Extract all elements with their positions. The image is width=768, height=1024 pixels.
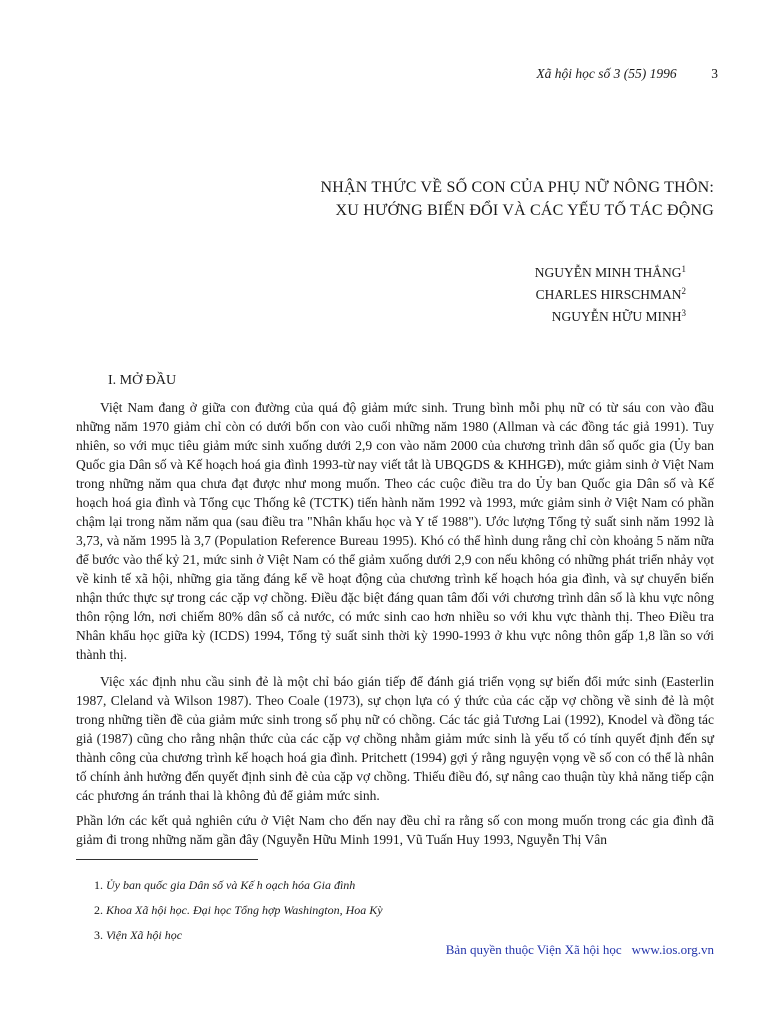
footnote-2: 2. Khoa Xã hội học. Đại học Tổng hợp Washington, Hoa Kỳ [94, 903, 383, 917]
copyright-text: Bản quyền thuộc Viện Xã hội học [445, 942, 622, 957]
title-line-1: NHẬN THỨC VỀ SỐ CON CỦA PHỤ NỮ NÔNG THÔN: [320, 179, 714, 196]
footnote-1: 1. Ủy ban quốc gia Dân số và Kế h oạch hóa Gia đình [94, 878, 356, 892]
author-list [380, 262, 686, 328]
paragraph-2: Việc xác định nhu cầu sinh đẻ là một chỉ báo gián tiếp để đánh giá triển vọng sự biến đổi mức sinh (Easterlin 1987, Cleland và Wilson 1987). Theo Coale (1973), sự chọn lựa có ý thức của các cặp vợ chồng về sinh đẻ là một trong những tiền đề của giảm mức sinh trong số phụ nữ có chồng. Các tác giả Tương Lai (1992), Knodel và đồng tác giả (1987) cũng cho rằng nhận thức của các cặp vợ chồng nhằm giảm mức sinh là yếu tố có tính quyết định đến sự thành công của chương trình kế hoạch hoá gia đình. Pritchett (1994) gợi ý rằng nguyện vọng về số con có thể là nhân tố chính ảnh hưởng đến quyết định sinh đẻ của cặp vợ chồng. Thiếu điều đó, sự nâng cao thuận tùy khả năng tiếp cận các phương án tránh thai là không đủ để giảm mức sinh. [76, 674, 714, 803]
page-number: 3 [711, 66, 718, 81]
footnote-mark[interactable]: 1 [681, 264, 686, 274]
website-link[interactable]: www.ios.org.vn [631, 942, 714, 957]
footnote-3: 3. Viện Xã hội học [94, 928, 183, 942]
author-1: NGUYỄN MINH THẮNG$^1$ [534, 264, 686, 280]
journal-issue: Xã hội học số 3 (55) 1996 [536, 66, 677, 81]
article-title [150, 176, 714, 222]
footnote-mark[interactable]: 2 [681, 286, 686, 296]
article-body [76, 398, 714, 849]
footnote-divider [76, 859, 258, 860]
section-heading: I. MỞ ĐẦU [108, 373, 177, 388]
footnotes [94, 873, 694, 948]
paragraph-1: Việt Nam đang ở giữa con đường của quá độ giảm mức sinh. Trung bình mỗi phụ nữ có từ sáu con vào đầu những năm 1970 giảm chỉ còn có dưới bốn con vào cuối những năm 1980 (Allman và các đồng tác giả 1991). Tuy nhiên, so với mục tiêu giảm mức sinh xuống dưới 2,9 con vào năm 2000 của chương trình dân số quốc gia (Ủy ban Quốc gia Dân số và Kế hoạch hoá gia đình 1993-từ nay viết tắt là UBQGDS & KHHGĐ), mức giảm sinh ở Việt Nam trong những năm qua chưa đạt được như mong muốn. Theo các cuộc điều tra do Ủy ban Quốc gia Dân số và Kế hoạch hoá gia đình và Tổng cục Thống kê (TCTK) tiến hành năm 1992 và 1993, mức giảm sinh ở Việt Nam có phần chậm lại trong năm năm qua (sau điều tra "Nhân khẩu học và Y tế 1988"). Ước lượng Tổng tỷ suất sinh năm 1992 là 3,73, và năm 1995 là 3,7 (Population Reference Bureau 1995). Khó có thể hình dung rằng chỉ còn khoảng 5 năm nữa để bước vào thế kỷ 21, mức sinh ở Việt Nam có thể giảm xuống dưới 2,9 con nếu không có những phát triển nhảy vọt về kinh tế xã hội, những gia tăng đáng kể về hoạt động của chương trình kế hoạch hóa gia đình, và sự chuyển biến nhận thức thực sự trong các cặp vợ chồng. Điều đặc biệt đáng quan tâm đối với chương trình dân số là khu vực nông thôn rộng lớn, nơi chiếm 80% dân số cả nước, có mức sinh cao hơn nhiều so với khu vực thành thị. Theo Điều tra Nhân khẩu học giữa kỳ (ICDS) 1994, Tổng tỷ suất sinh thời kỳ 1990-1993 ở khu vực nông thôn gấp 1,8 lần so với thành thị. [76, 400, 714, 662]
author-3: NGUYỄN HỮU MINH$^3$ [551, 308, 686, 324]
footnote-mark[interactable]: 3 [681, 308, 686, 318]
author-2: CHARLES HIRSCHMAN$^2$ [535, 286, 686, 302]
paragraph-3: Phần lớn các kết quả nghiên cứu ở Việt Nam cho đến nay đều chỉ ra rằng số con mong muốn trong các gia đình đã giảm đi trong những năm gần đây (Nguyễn Hữu Minh 1991, Vũ Tuấn Huy 1993, Nguyễn Thị Vân [76, 813, 714, 847]
title-line-2: XU HƯỚNG BIẾN ĐỔI VÀ CÁC YẾU TỐ TÁC ĐỘNG [335, 202, 714, 219]
copyright-notice [300, 942, 714, 958]
running-header [76, 66, 718, 82]
